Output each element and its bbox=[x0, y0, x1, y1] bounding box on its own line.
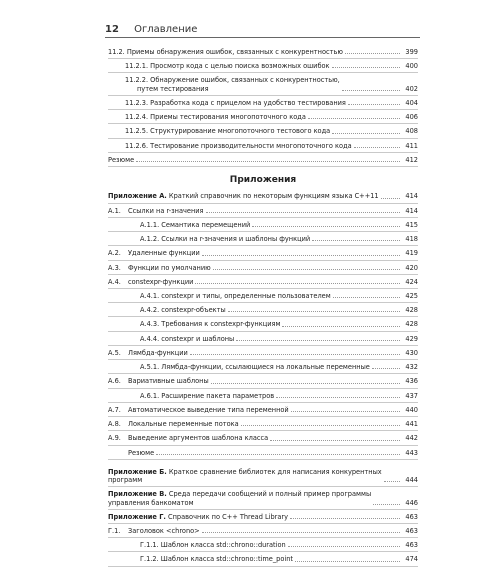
dot-leader bbox=[213, 269, 400, 270]
dot-leader bbox=[252, 226, 400, 227]
entry-separator bbox=[108, 345, 418, 346]
toc-entry[interactable] bbox=[108, 306, 418, 314]
toc-entry-title bbox=[108, 555, 293, 563]
toc-entry-text: Выведение аргументов шаблона класса bbox=[128, 434, 269, 443]
toc-entry-text: Резюме bbox=[108, 155, 135, 164]
dot-leader bbox=[190, 354, 400, 355]
appendix-g-title: Справочник по С++ Thread Library bbox=[168, 512, 289, 521]
toc-entry-title bbox=[108, 278, 193, 286]
entry-separator bbox=[108, 166, 418, 167]
toc-entry[interactable] bbox=[108, 392, 418, 400]
dot-leader bbox=[136, 161, 400, 162]
toc-entry-title bbox=[108, 62, 330, 70]
dot-leader bbox=[342, 90, 400, 91]
toc-entry[interactable] bbox=[108, 541, 418, 549]
toc-entry[interactable] bbox=[108, 127, 418, 135]
dot-leader bbox=[228, 311, 400, 312]
appendix-g-label: Приложение Г. bbox=[108, 512, 166, 521]
page-ref: 400 bbox=[405, 62, 418, 71]
page-ref: 412 bbox=[405, 155, 418, 164]
appendices-heading: Приложения bbox=[229, 175, 297, 186]
entry-separator bbox=[108, 359, 418, 360]
entry-separator bbox=[108, 416, 418, 417]
entry-separator bbox=[108, 388, 418, 389]
entry-separator bbox=[108, 373, 418, 374]
toc-entry-title bbox=[108, 76, 340, 92]
toc-entry-text: 11.2.5. Структурирование многопоточного тестового кода bbox=[125, 127, 331, 136]
toc-entry-text: 11.2.6. Тестирование производительности многопоточного кода bbox=[125, 141, 352, 150]
page-ref: 437 bbox=[405, 391, 418, 400]
toc-entry-number: А.4. bbox=[108, 277, 121, 286]
toc-entry[interactable] bbox=[108, 235, 418, 243]
appendix-b-title: Краткое сравнение библиотек для написания конкурентных bbox=[168, 467, 382, 476]
entry-separator bbox=[108, 138, 418, 139]
entry-separator bbox=[108, 231, 418, 232]
toc-entry-text: Лямбда-функции bbox=[128, 348, 188, 357]
toc-entry-text: Функции по умолчанию bbox=[128, 263, 211, 272]
dot-leader bbox=[276, 397, 400, 398]
dot-leader bbox=[202, 532, 400, 533]
toc-entry-text: Г.1.1. Шаблон класса std::chrono::duration bbox=[140, 541, 286, 550]
toc-entry-title bbox=[108, 207, 204, 215]
toc-entry[interactable] bbox=[108, 278, 418, 286]
toc-appendix-g-list bbox=[108, 527, 418, 567]
page-ref: 399 bbox=[405, 48, 418, 56]
entry-separator bbox=[108, 245, 418, 246]
entry-separator bbox=[108, 72, 418, 73]
toc-entry-number: А.9. bbox=[108, 434, 121, 443]
dot-leader bbox=[282, 326, 400, 327]
entry-separator bbox=[108, 316, 418, 317]
table-of-contents bbox=[108, 48, 418, 570]
toc-entry-appendix-v[interactable] bbox=[108, 490, 418, 506]
dot-leader bbox=[211, 383, 400, 384]
page-ref: 406 bbox=[405, 113, 418, 122]
dot-leader bbox=[195, 283, 400, 284]
toc-entry[interactable] bbox=[108, 420, 418, 428]
toc-entry-text: Ссылки на r-значения bbox=[128, 206, 204, 215]
toc-entry-title bbox=[108, 113, 306, 121]
page-ref: 419 bbox=[405, 249, 418, 258]
toc-entry-title bbox=[108, 235, 310, 243]
page-ref: 420 bbox=[405, 263, 418, 272]
page-ref: 463 bbox=[405, 541, 418, 550]
toc-entry-number: А.5. bbox=[108, 348, 121, 357]
toc-entry[interactable] bbox=[108, 449, 418, 457]
toc-entry-text: 11.2.4. Приемы тестирования многопоточного кода bbox=[125, 113, 306, 122]
dot-leader bbox=[354, 147, 400, 148]
toc-entry[interactable] bbox=[108, 555, 418, 563]
page-ref: 463 bbox=[405, 512, 418, 521]
page-ref: 428 bbox=[405, 306, 418, 315]
dot-leader bbox=[156, 454, 400, 455]
toc-entry[interactable] bbox=[108, 377, 418, 385]
appendix-b-title-cont: программ bbox=[108, 476, 143, 485]
page-ref: 415 bbox=[405, 220, 418, 229]
toc-entry-number: А.7. bbox=[108, 405, 121, 414]
page-ref: 402 bbox=[405, 84, 418, 93]
toc-entry-text: 11.2.3. Разработка кода с прицелом на удобство тестирования bbox=[125, 98, 346, 107]
page-ref: 441 bbox=[405, 420, 418, 429]
toc-entry-title bbox=[108, 306, 226, 314]
dot-leader bbox=[332, 133, 400, 134]
toc-entry-text: А.1.1. Семантика перемещений bbox=[140, 220, 251, 229]
page-ref: 436 bbox=[405, 377, 418, 386]
entry-separator bbox=[108, 152, 418, 153]
toc-entry-appendix-a[interactable] bbox=[108, 192, 418, 200]
toc-entry-title bbox=[108, 335, 234, 343]
appendix-a-label: Приложение А. bbox=[108, 192, 167, 201]
toc-entry[interactable] bbox=[108, 434, 418, 442]
toc-entry[interactable] bbox=[108, 249, 418, 257]
entry-separator bbox=[108, 288, 418, 289]
dot-leader bbox=[288, 546, 400, 547]
toc-entry-number: А.2. bbox=[108, 249, 121, 258]
toc-entry-title bbox=[108, 349, 188, 357]
toc-entry-text: А.4.2. constexpr-объекты bbox=[140, 306, 226, 315]
toc-entry[interactable] bbox=[108, 142, 418, 150]
toc-entry-text: Удаленные функции bbox=[128, 249, 200, 258]
page-ref: 414 bbox=[405, 192, 418, 201]
toc-entry-text: 11.2.1. Просмотр кода с целью поиска возможных ошибок bbox=[125, 62, 330, 71]
toc-entry-text: 11.2. Приемы обнаружения ошибок, связанных с конкурентностью bbox=[108, 48, 343, 56]
page-ref: 428 bbox=[405, 320, 418, 329]
toc-entry-title bbox=[108, 99, 346, 107]
toc-entry-title bbox=[108, 449, 154, 457]
page-ref: 442 bbox=[405, 434, 418, 443]
dot-leader bbox=[333, 297, 400, 298]
dot-leader bbox=[236, 340, 400, 341]
toc-entry-title bbox=[108, 221, 250, 229]
page-ref: 418 bbox=[405, 235, 418, 244]
dot-leader bbox=[270, 440, 400, 441]
toc-entry-title bbox=[108, 264, 211, 272]
toc-entry[interactable] bbox=[108, 113, 418, 121]
toc-entry-number: А.8. bbox=[108, 420, 121, 429]
toc-entry[interactable] bbox=[108, 76, 418, 92]
toc-entry[interactable] bbox=[108, 48, 418, 56]
dot-leader bbox=[348, 104, 400, 105]
toc-entry-title bbox=[108, 320, 280, 328]
toc-entry-title bbox=[108, 541, 286, 549]
toc-entry-text: А.5.1. Лямбда-функции, ссылающиеся на локальные переменные bbox=[140, 363, 370, 372]
toc-entry-text: А.4.4. constexpr и шаблоны bbox=[140, 334, 235, 343]
dot-leader bbox=[345, 53, 400, 54]
toc-entry-title bbox=[108, 249, 200, 257]
toc-entry-title bbox=[108, 363, 370, 371]
dot-leader bbox=[308, 118, 400, 119]
entry-separator bbox=[108, 302, 418, 303]
page-ref: 474 bbox=[405, 555, 418, 564]
toc-entry-title bbox=[108, 127, 330, 135]
toc-entry[interactable] bbox=[108, 406, 418, 414]
page-number: 12 bbox=[105, 24, 119, 35]
page-ref: 408 bbox=[405, 127, 418, 136]
toc-entry[interactable] bbox=[108, 349, 418, 357]
entry-separator bbox=[108, 537, 418, 538]
toc-appendix-a-list bbox=[108, 207, 418, 460]
toc-entry-text: 11.2.2. Обнаружение ошибок, связанных с конкурентностью, bbox=[125, 76, 340, 85]
toc-section-11 bbox=[108, 48, 418, 167]
toc-entry[interactable] bbox=[108, 292, 418, 300]
toc-entry[interactable] bbox=[108, 207, 418, 215]
appendix-v-title: Среда передачи сообщений и полный пример программы bbox=[168, 490, 372, 499]
dot-leader bbox=[202, 255, 400, 256]
toc-entry-text: Вариативные шаблоны bbox=[128, 377, 209, 386]
header-title: Оглавление bbox=[134, 24, 198, 35]
toc-entry[interactable] bbox=[108, 264, 418, 272]
entry-separator bbox=[108, 430, 418, 431]
dot-leader bbox=[206, 212, 400, 213]
toc-entry-title bbox=[108, 420, 239, 428]
page-ref: 446 bbox=[405, 498, 418, 507]
toc-entry-appendix-b[interactable] bbox=[108, 468, 418, 484]
toc-entry-text: Локальные переменные потока bbox=[128, 420, 239, 429]
toc-entry-appendix-g[interactable] bbox=[108, 513, 418, 521]
page-ref: 414 bbox=[405, 206, 418, 215]
toc-entry-text-cont: путем тестирования bbox=[137, 84, 209, 93]
toc-entry-text: А.1.2. Ссылки на r-значения и шаблоны функций bbox=[140, 235, 311, 244]
toc-entry-text: А.6.1. Расширение пакета параметров bbox=[140, 391, 275, 400]
toc-entry-text: А.4.1. constexpr и типы, определенные пользователем bbox=[140, 292, 331, 300]
appendix-v-label: Приложение В. bbox=[108, 490, 167, 499]
appendix-b-label: Приложение Б. bbox=[108, 467, 167, 476]
dot-leader bbox=[241, 425, 400, 426]
toc-entry-text: Заголовок <chrono> bbox=[128, 526, 200, 535]
appendix-a-title: Краткий справочник по некоторым функциям языка С++11 bbox=[168, 192, 379, 201]
entry-separator bbox=[108, 566, 418, 567]
toc-entry[interactable] bbox=[108, 527, 418, 535]
entry-separator bbox=[108, 95, 418, 96]
entry-separator bbox=[108, 459, 418, 460]
toc-entry-number: А.1. bbox=[108, 206, 121, 215]
entry-separator bbox=[108, 123, 418, 124]
page-ref: 404 bbox=[405, 98, 418, 107]
toc-entry-title bbox=[108, 292, 331, 300]
toc-entry-text: А.4.3. Требования к constexpr-функциям bbox=[140, 320, 281, 329]
toc-entry[interactable] bbox=[108, 62, 418, 70]
toc-entry-number: А.6. bbox=[108, 377, 121, 386]
toc-entry-title bbox=[108, 48, 343, 56]
toc-entry[interactable] bbox=[108, 363, 418, 371]
toc-entry-text: Г.1.2. Шаблон класса std::chrono::time_point bbox=[140, 555, 293, 564]
running-header bbox=[105, 24, 420, 35]
page-ref: 444 bbox=[405, 476, 418, 485]
page-ref: 463 bbox=[405, 526, 418, 535]
header-rule bbox=[105, 37, 420, 38]
entry-separator bbox=[108, 445, 418, 446]
toc-entry-title bbox=[108, 392, 274, 400]
toc-entry[interactable] bbox=[108, 221, 418, 229]
entry-separator bbox=[108, 58, 418, 59]
toc-entry[interactable] bbox=[108, 156, 418, 164]
dot-leader bbox=[312, 240, 400, 241]
toc-entry[interactable] bbox=[108, 99, 418, 107]
toc-entry-title bbox=[108, 434, 268, 442]
toc-entry-number: Г.1. bbox=[108, 526, 121, 535]
dot-leader bbox=[295, 561, 400, 562]
page-ref: 424 bbox=[405, 277, 418, 286]
toc-entry-title bbox=[108, 156, 134, 164]
toc-entry-text: Резюме bbox=[128, 448, 155, 457]
appendix-v-title-cont: управления банкоматом bbox=[108, 498, 194, 507]
page-ref: 411 bbox=[405, 141, 418, 150]
entry-separator bbox=[108, 402, 418, 403]
toc-entry-title bbox=[108, 142, 352, 150]
entry-separator bbox=[108, 260, 418, 261]
toc-entry-title bbox=[108, 527, 200, 535]
entry-separator bbox=[108, 551, 418, 552]
toc-entry-title bbox=[108, 377, 209, 385]
toc-entry-title bbox=[108, 406, 289, 414]
page-ref: 443 bbox=[405, 448, 418, 457]
entry-separator bbox=[108, 274, 418, 275]
entry-separator bbox=[108, 217, 418, 218]
toc-entry-text: constexpr-функции bbox=[128, 277, 194, 286]
dot-leader bbox=[372, 368, 400, 369]
toc-entry-number: А.3. bbox=[108, 263, 121, 272]
page-ref: 432 bbox=[405, 363, 418, 372]
toc-entry[interactable] bbox=[108, 335, 418, 343]
toc-entry-text: Автоматическое выведение типа переменной bbox=[128, 405, 289, 414]
page-ref: 429 bbox=[405, 334, 418, 343]
page-ref: 430 bbox=[405, 348, 418, 357]
dot-leader bbox=[332, 67, 400, 68]
page-ref: 425 bbox=[405, 292, 418, 300]
entry-separator bbox=[108, 109, 418, 110]
toc-entry[interactable] bbox=[108, 320, 418, 328]
page-ref: 440 bbox=[405, 405, 418, 414]
dot-leader bbox=[291, 411, 400, 412]
entry-separator bbox=[108, 331, 418, 332]
